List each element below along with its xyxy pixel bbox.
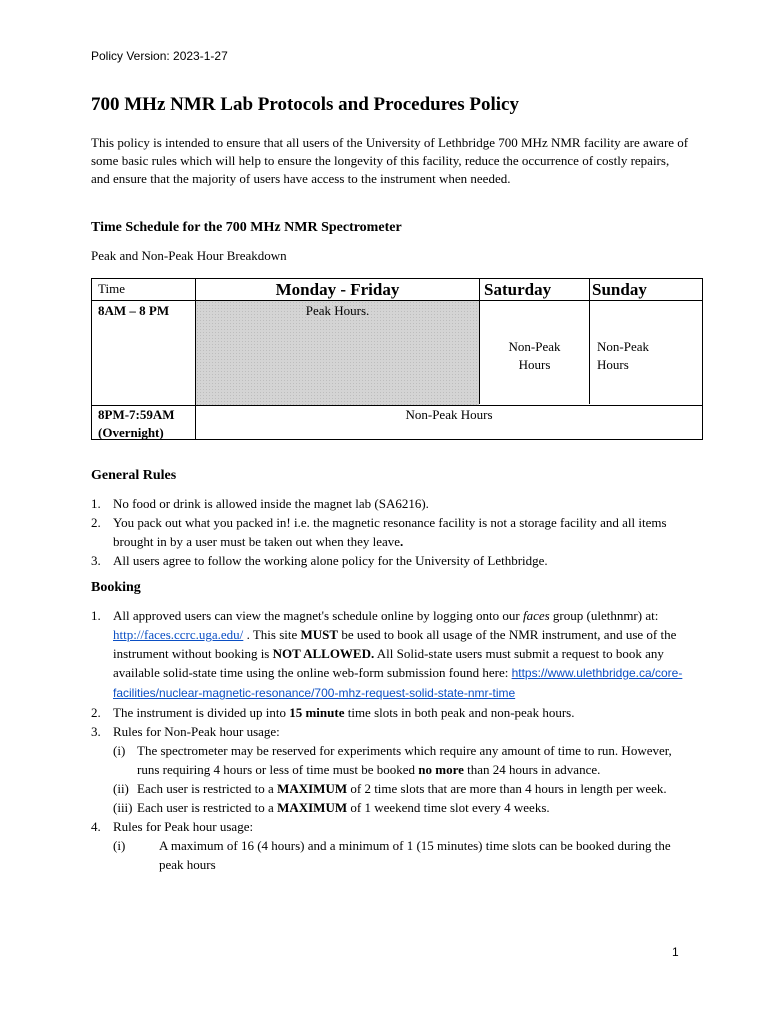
item-text: No food or drink is allowed inside the magnet lab (SA6216).	[113, 496, 429, 511]
sub-text: Each user is restricted to a	[137, 800, 278, 815]
roman-numeral: (i)	[113, 838, 126, 853]
general-rules-heading: General Rules	[91, 468, 177, 483]
saturday-line1: Non-Peak	[508, 339, 561, 354]
list-item	[91, 494, 691, 513]
item-text: Rules for Peak hour usage:	[113, 819, 254, 834]
col-saturday-header: Saturday	[484, 280, 552, 299]
item-number: 4.	[91, 819, 101, 834]
list-item	[91, 513, 691, 551]
row-overnight-time	[98, 406, 175, 442]
non-peak-rules	[113, 741, 691, 817]
must-text: MUST	[300, 627, 339, 642]
slot-length-text: 15 minute	[289, 705, 345, 720]
item-number: 1.	[91, 496, 101, 511]
item-number: 3.	[91, 724, 101, 739]
overnight-line1: 8PM-7:59AM	[98, 407, 175, 422]
list-item	[91, 551, 691, 570]
list-item	[91, 606, 691, 703]
table-divider	[92, 300, 702, 301]
booking-heading: Booking	[91, 580, 141, 595]
saturday-line2: Hours	[518, 357, 551, 372]
item-text: All users agree to follow the working alone policy for the University of Lethbridge.	[113, 553, 548, 568]
row-peak-time: 8AM – 8 PM	[98, 303, 170, 318]
page-title: 700 MHz NMR Lab Protocols and Procedures Policy	[91, 94, 519, 115]
item-text: All Solid-state users must submit a request to book any available solid-state time using the online web-form submission found here:	[113, 646, 664, 680]
sub-item	[113, 836, 691, 874]
col-weekday-header: Monday - Friday	[275, 280, 400, 299]
sub-text: Each user is restricted to a	[137, 781, 278, 796]
item-text: group (ulethnmr) at:	[549, 608, 659, 623]
sub-bold: MAXIMUM	[277, 781, 348, 796]
general-rules-list	[91, 494, 691, 570]
page-number: 1	[672, 945, 679, 959]
sub-item	[113, 798, 691, 817]
schedule-subheading: Peak and Non-Peak Hour Breakdown	[91, 248, 287, 263]
intro-paragraph: This policy is intended to ensure that all users of the University of Lethbridge 700 MHz NMR facility are aware of some basic rules which will help to ensure the longevity of this facility, reduce the occurrence of costly repairs, and ensure that the majority of users have access to the instrument when needed.	[91, 135, 689, 186]
schedule-table	[91, 278, 703, 440]
item-text: Rules for Non-Peak hour usage:	[113, 724, 280, 739]
sub-item	[113, 779, 691, 798]
item-text: . This site	[243, 627, 301, 642]
not-allowed-text: NOT ALLOWED.	[272, 646, 375, 661]
roman-numeral: (iii)	[113, 800, 133, 815]
col-sunday-header: Sunday	[592, 280, 647, 299]
table-divider	[589, 279, 590, 404]
roman-numeral: (i)	[113, 743, 126, 758]
sunday-non-peak	[597, 338, 649, 374]
item-text: The instrument is divided up into	[113, 705, 290, 720]
item-number: 2.	[91, 705, 101, 720]
sunday-line1: Non-Peak	[597, 339, 649, 354]
sub-bold: MAXIMUM	[277, 800, 348, 815]
row-peak-weekday: Peak Hours.	[305, 303, 370, 318]
item-number: 2.	[91, 515, 101, 530]
sub-bold: no more	[418, 762, 464, 777]
sub-text: of 2 time slots that are more than 4 hours in length per week.	[347, 781, 667, 796]
policy-version: Policy Version: 2023-1-27	[91, 49, 228, 63]
row-overnight-value: Non-Peak Hours	[405, 407, 493, 422]
saturday-non-peak	[480, 338, 589, 374]
sub-text: of 1 weekend time slot every 4 weeks.	[347, 800, 550, 815]
overnight-line2: (Overnight)	[98, 425, 164, 440]
booking-list	[91, 606, 691, 874]
item-number: 1.	[91, 608, 101, 623]
faces-text: faces	[522, 608, 550, 623]
col-time-header: Time	[98, 281, 125, 296]
faces-link[interactable]: http://faces.ccrc.uga.edu/	[113, 627, 244, 642]
list-item	[91, 722, 691, 817]
sub-item	[113, 741, 691, 779]
item-text: You pack out what you packed in! i.e. the magnetic resonance facility is not a storage facility and all items brought in by a user must be taken out when they leave	[113, 515, 667, 549]
sub-text: A maximum of 16 (4 hours) and a minimum of 1 (15 minutes) time slots can be booked during the peak hours	[159, 838, 671, 872]
peak-rules	[113, 836, 691, 874]
item-text: be used to book all usage of the NMR instrument, and use of the instrument without booking is	[113, 627, 677, 661]
roman-numeral: (ii)	[113, 781, 129, 796]
sub-text: than 24 hours in advance.	[463, 762, 601, 777]
item-text: All approved users can view the magnet's schedule online by logging onto our	[113, 608, 523, 623]
item-text-period: .	[400, 534, 404, 549]
item-text: time slots in both peak and non-peak hours.	[344, 705, 575, 720]
solid-state-request-link[interactable]: https://www.ulethbridge.ca/core-facilities/nuclear-magnetic-resonance/700-mhz-request-solid-state-nmr-time	[113, 666, 683, 700]
sub-text: The spectrometer may be reserved for experiments which require any amount of time to run. However, runs requiring 4 hours or less of time must be booked	[137, 743, 672, 777]
sunday-line2: Hours	[597, 357, 629, 372]
item-number: 3.	[91, 553, 101, 568]
list-item	[91, 703, 691, 722]
list-item	[91, 817, 691, 874]
schedule-heading: Time Schedule for the 700 MHz NMR Spectrometer	[91, 220, 402, 235]
